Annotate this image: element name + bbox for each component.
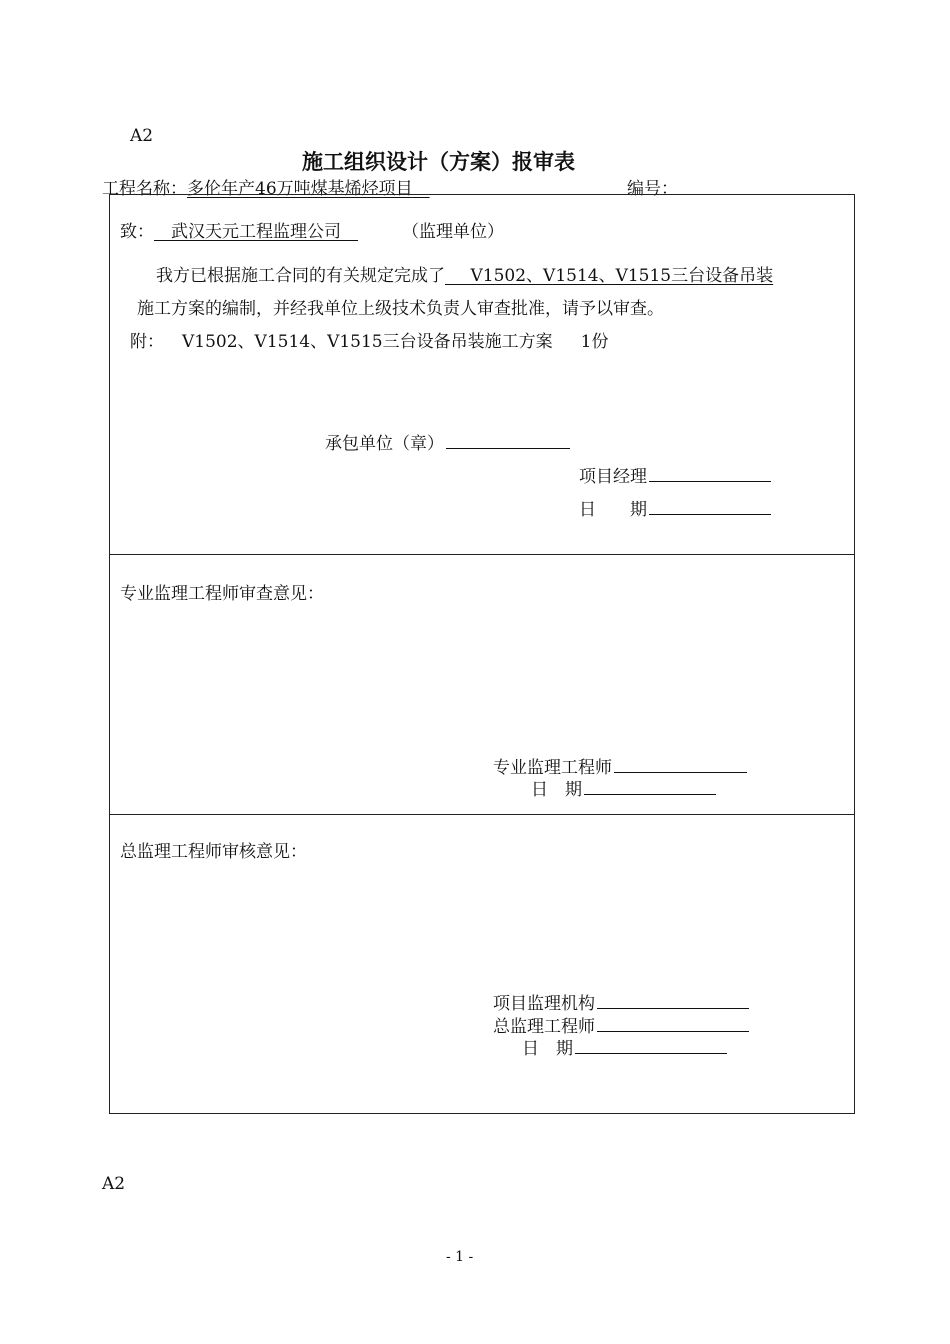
pm-signature-line <box>649 480 771 482</box>
date-row <box>579 495 771 520</box>
body-prefix: 我方已根据施工合同的有关规定完成了 <box>156 266 445 286</box>
project-name: 多伦年产46万吨煤基烯烃项目 <box>187 179 413 199</box>
engineer-date-line <box>584 793 716 795</box>
chief-date-line <box>575 1052 727 1054</box>
org-label: 项目监理机构 <box>493 994 595 1014</box>
recipient-org: 武汉天元工程监理公司 <box>171 222 341 242</box>
chief-date-label: 日 期 <box>522 1039 573 1059</box>
date-line <box>649 513 771 515</box>
to-label: 致： <box>120 222 154 242</box>
org-row <box>493 989 749 1014</box>
attach-count: 1份 <box>580 332 609 352</box>
page-title: 施工组织设计（方案）报审表 <box>302 150 575 174</box>
number-label: 编号： <box>627 179 678 199</box>
pm-label: 项目经理 <box>579 467 647 487</box>
submission-section <box>109 194 855 555</box>
form-code-bottom: A2 <box>102 1174 126 1194</box>
chief-review-heading: 总监理工程师审核意见： <box>120 842 307 862</box>
org-line <box>597 1007 749 1009</box>
contractor-label: 承包单位（章） <box>325 434 444 454</box>
contractor-signature-line <box>446 447 570 449</box>
engineer-review-heading: 专业监理工程师审查意见： <box>120 584 324 604</box>
chief-signature-line <box>597 1030 749 1032</box>
page-number: - 1 - <box>446 1249 474 1265</box>
recipient-suffix: （监理单位） <box>402 222 504 242</box>
date-label: 日 期 <box>579 500 647 520</box>
project-label: 工程名称： <box>102 179 187 199</box>
body-line-2: 施工方案的编制，并经我单位上级技术负责人审查批准，请予以审查。 <box>137 299 664 319</box>
attach-item: V1502、V1514、V1515三台设备吊装施工方案 <box>182 332 553 352</box>
plan-name: V1502、V1514、V1515三台设备吊装 <box>470 266 774 286</box>
engineer-label: 专业监理工程师 <box>493 758 612 778</box>
pm-row <box>579 462 771 487</box>
recipient-row <box>120 217 504 242</box>
engineer-date-row <box>531 775 716 800</box>
chief-review-section <box>109 814 855 1114</box>
attach-label: 附： <box>130 332 164 352</box>
attachment-row <box>130 327 608 352</box>
body-line-1 <box>156 261 773 286</box>
chief-date-row <box>522 1034 727 1059</box>
contractor-seal-row <box>325 429 570 454</box>
engineer-date-label: 日 期 <box>531 780 582 800</box>
form-code-top: A2 <box>130 126 154 146</box>
engineer-signature-line <box>614 771 747 773</box>
chief-label: 总监理工程师 <box>493 1017 595 1037</box>
engineer-review-section <box>109 554 855 815</box>
